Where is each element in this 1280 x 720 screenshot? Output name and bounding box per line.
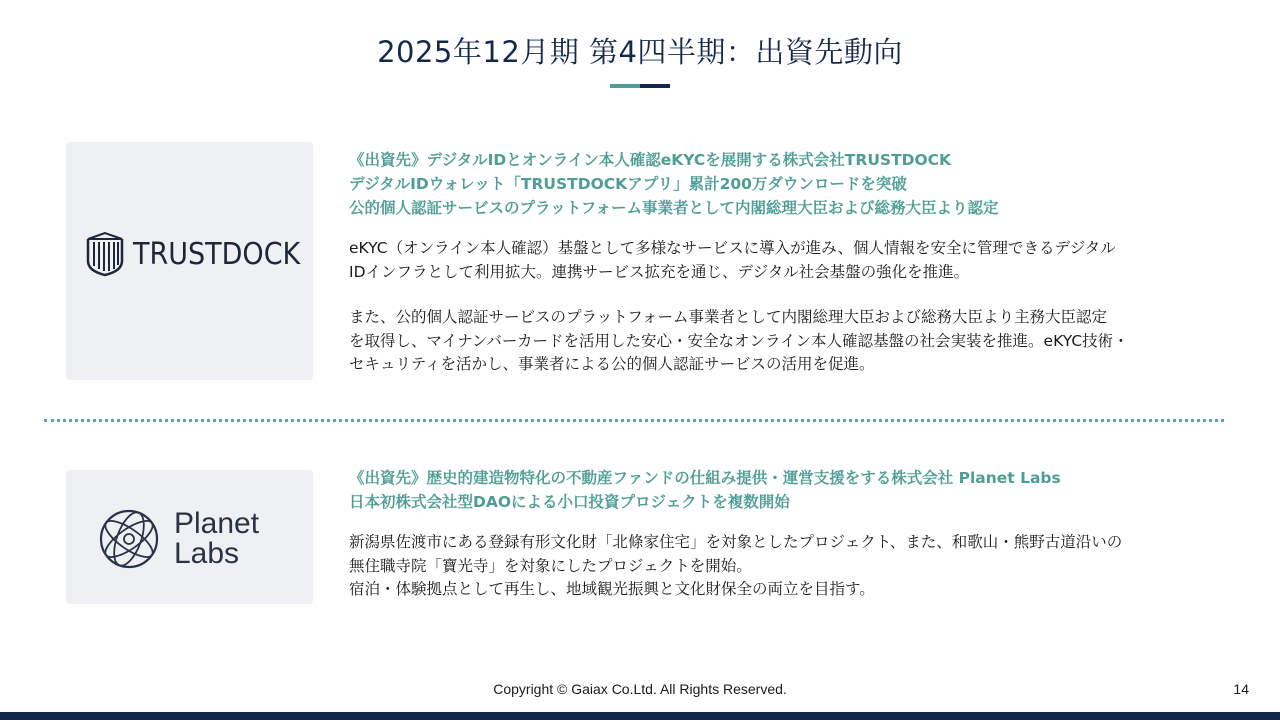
headline: 《出資先》デジタルIDとオンライン本人確認eKYCを展開する株式会社TRUSTDOCK — [349, 151, 952, 169]
body-line: IDインフラとして利用拡大。連携サービス拡充を通じ、デジタル社会基盤の強化を推進。 — [349, 262, 970, 281]
page-title: 2025年12月期 第4四半期：出資先動向 — [377, 35, 903, 69]
planet-logo-line2: Labs — [174, 537, 240, 570]
trustdock-section — [349, 148, 1189, 377]
page-number: 14 — [1233, 681, 1249, 697]
body-line: 新潟県佐渡市にある登録有形文化財「北條家住宅」を対象としたプロジェクト、また、和歌山・熊野古道沿いの — [349, 533, 1123, 551]
copyright-text: Copyright © Gaiax Co.Ltd. All Rights Reserved. — [493, 681, 787, 697]
body-line: 宿泊・体験拠点として再生し、地域観光振興と文化財保全の両立を目指す。 — [349, 580, 875, 598]
planet-globe-icon — [98, 508, 160, 570]
trustdock-shield-icon — [86, 231, 124, 277]
planet-labs-logo-box — [66, 470, 313, 604]
planet-logo-line1: Planet — [174, 507, 260, 540]
planet-labs-section — [349, 466, 1189, 602]
body-line: を取得し、マイナンバーカードを活用した安心・安全なオンライン本人確認基盤の社会実装を推進。eKYC技術・ — [349, 331, 1129, 350]
body-line: eKYC（オンライン本人確認）基盤として多様なサービスに導入が進み、個人情報を安全に管理できるデジタル — [349, 239, 1116, 257]
headline: 日本初株式会社型DAOによる小口投資プロジェクトを複数開始 — [349, 493, 790, 511]
title-underline-teal — [610, 84, 640, 88]
section-divider — [44, 419, 1224, 422]
bottom-bar — [0, 712, 1280, 720]
headline: デジタルIDウォレット「TRUSTDOCKアプリ」累計200万ダウンロードを突破 — [349, 175, 907, 193]
planet-labs-logo — [98, 508, 259, 570]
title-underline-navy — [640, 84, 670, 88]
headline: 公的個人認証サービスのプラットフォーム事業者として内閣総理大臣および総務大臣より認定 — [349, 199, 999, 217]
body-line: 無住職寺院「寶光寺」を対象にしたプロジェクトを開始。 — [349, 556, 752, 575]
trustdock-logo — [86, 231, 319, 277]
body-line: セキュリティを活かし、事業者による公的個人認証サービスの活用を促進。 — [349, 355, 875, 373]
body-line: また、公的個人認証サービスのプラットフォーム事業者として内閣総理大臣および総務大臣より主務大臣認定 — [349, 308, 1107, 326]
headline: 《出資先》歴史的建造物特化の不動産ファンドの仕組み提供・運営支援をする株式会社 Planet Labs — [349, 469, 1061, 487]
trustdock-logo-text: TRUSTDOCK — [133, 236, 301, 272]
planet-labs-logo-text — [174, 509, 259, 569]
trustdock-logo-box — [66, 142, 313, 380]
